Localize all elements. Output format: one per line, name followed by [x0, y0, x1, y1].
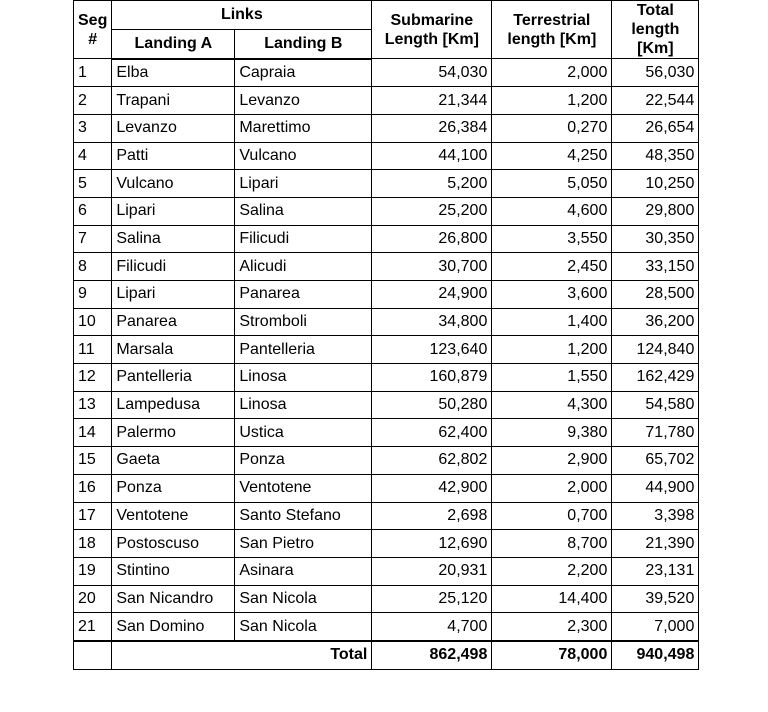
submarine-length-cell: 160,879 — [372, 364, 492, 392]
total-length: 940,498 — [612, 641, 699, 669]
table-row — [74, 225, 699, 253]
total-length-cell: 33,150 — [612, 253, 699, 281]
landing-b-cell: San Nicola — [235, 585, 372, 613]
terrestrial-length-cell: 3,550 — [492, 225, 612, 253]
landing-a-cell: Marsala — [112, 336, 235, 364]
terrestrial-length-cell: 4,300 — [492, 391, 612, 419]
table-row — [74, 114, 699, 142]
total-spacer — [74, 641, 112, 669]
segment-number: 2 — [74, 87, 112, 115]
segment-number: 21 — [74, 613, 112, 641]
total-length-cell: 54,580 — [612, 391, 699, 419]
total-row — [74, 641, 699, 669]
total-length-cell: 44,900 — [612, 474, 699, 502]
total-length-cell: 7,000 — [612, 613, 699, 641]
terrestrial-length-cell: 1,200 — [492, 87, 612, 115]
landing-a-cell: Elba — [112, 59, 235, 87]
header-landing-a: Landing A — [112, 29, 235, 58]
submarine-length-cell: 25,200 — [372, 197, 492, 225]
total-length-cell: 65,702 — [612, 447, 699, 475]
segment-number: 9 — [74, 281, 112, 309]
header-submarine — [372, 1, 492, 59]
terrestrial-length-cell: 5,050 — [492, 170, 612, 198]
landing-a-cell: Vulcano — [112, 170, 235, 198]
total-label: Total — [112, 641, 372, 669]
submarine-length-cell: 62,400 — [372, 419, 492, 447]
table-row — [74, 391, 699, 419]
total-length-cell: 71,780 — [612, 419, 699, 447]
total-length-cell: 28,500 — [612, 281, 699, 309]
landing-b-cell: San Pietro — [235, 530, 372, 558]
landing-b-cell: Ventotene — [235, 474, 372, 502]
total-submarine: 862,498 — [372, 641, 492, 669]
table-row — [74, 557, 699, 585]
table-row — [74, 87, 699, 115]
table-row — [74, 142, 699, 170]
header-terrestrial-label: Terrestrial length [Km] — [507, 11, 597, 48]
submarine-length-cell: 54,030 — [372, 59, 492, 87]
total-length-cell: 39,520 — [612, 585, 699, 613]
submarine-length-cell: 34,800 — [372, 308, 492, 336]
submarine-length-cell: 4,700 — [372, 613, 492, 641]
segment-number: 4 — [74, 142, 112, 170]
landing-b-cell: Asinara — [235, 557, 372, 585]
table-row — [74, 364, 699, 392]
segment-number: 17 — [74, 502, 112, 530]
segment-number: 12 — [74, 364, 112, 392]
header-total — [612, 1, 699, 59]
landing-b-cell: Alicudi — [235, 253, 372, 281]
total-length-cell: 36,200 — [612, 308, 699, 336]
table-row — [74, 613, 699, 641]
total-length-cell: 22,544 — [612, 87, 699, 115]
table-row — [74, 308, 699, 336]
terrestrial-length-cell: 4,600 — [492, 197, 612, 225]
total-length-cell: 162,429 — [612, 364, 699, 392]
landing-b-cell: Filicudi — [235, 225, 372, 253]
terrestrial-length-cell: 9,380 — [492, 419, 612, 447]
terrestrial-length-cell: 2,900 — [492, 447, 612, 475]
segment-number: 10 — [74, 308, 112, 336]
landing-a-cell: Lampedusa — [112, 391, 235, 419]
submarine-length-cell: 21,344 — [372, 87, 492, 115]
submarine-length-cell: 5,200 — [372, 170, 492, 198]
segment-number: 19 — [74, 557, 112, 585]
header-seg-label: Seg # — [78, 11, 108, 48]
segment-number: 1 — [74, 59, 112, 87]
segment-number: 14 — [74, 419, 112, 447]
segment-number: 7 — [74, 225, 112, 253]
submarine-length-cell: 62,802 — [372, 447, 492, 475]
total-length-cell: 29,800 — [612, 197, 699, 225]
submarine-length-cell: 20,931 — [372, 557, 492, 585]
landing-a-cell: Filicudi — [112, 253, 235, 281]
total-length-cell: 21,390 — [612, 530, 699, 558]
landing-b-cell: Pantelleria — [235, 336, 372, 364]
landing-a-cell: Patti — [112, 142, 235, 170]
terrestrial-length-cell: 3,600 — [492, 281, 612, 309]
table-row — [74, 336, 699, 364]
terrestrial-length-cell: 2,300 — [492, 613, 612, 641]
terrestrial-length-cell: 1,200 — [492, 336, 612, 364]
submarine-length-cell: 30,700 — [372, 253, 492, 281]
landing-a-cell: San Domino — [112, 613, 235, 641]
segment-number: 16 — [74, 474, 112, 502]
landing-b-cell: Ustica — [235, 419, 372, 447]
total-length-cell: 3,398 — [612, 502, 699, 530]
segment-number: 11 — [74, 336, 112, 364]
landing-a-cell: Palermo — [112, 419, 235, 447]
submarine-length-cell: 44,100 — [372, 142, 492, 170]
terrestrial-length-cell: 2,000 — [492, 59, 612, 87]
terrestrial-length-cell: 4,250 — [492, 142, 612, 170]
total-length-cell: 30,350 — [612, 225, 699, 253]
terrestrial-length-cell: 0,270 — [492, 114, 612, 142]
links-table — [73, 0, 699, 670]
landing-b-cell: Panarea — [235, 281, 372, 309]
segment-number: 18 — [74, 530, 112, 558]
header-total-label: Total length [Km] — [631, 2, 680, 57]
submarine-length-cell: 12,690 — [372, 530, 492, 558]
terrestrial-length-cell: 14,400 — [492, 585, 612, 613]
table-row — [74, 197, 699, 225]
terrestrial-length-cell: 0,700 — [492, 502, 612, 530]
terrestrial-length-cell: 8,700 — [492, 530, 612, 558]
segment-number: 5 — [74, 170, 112, 198]
segment-number: 15 — [74, 447, 112, 475]
submarine-length-cell: 25,120 — [372, 585, 492, 613]
landing-b-cell: Lipari — [235, 170, 372, 198]
table-row — [74, 281, 699, 309]
landing-b-cell: San Nicola — [235, 613, 372, 641]
terrestrial-length-cell: 2,000 — [492, 474, 612, 502]
header-landing-b: Landing B — [235, 29, 372, 58]
submarine-length-cell: 26,384 — [372, 114, 492, 142]
landing-b-cell: Marettimo — [235, 114, 372, 142]
total-terrestrial: 78,000 — [492, 641, 612, 669]
landing-b-cell: Stromboli — [235, 308, 372, 336]
terrestrial-length-cell: 2,200 — [492, 557, 612, 585]
header-seg — [74, 1, 112, 59]
table-row — [74, 447, 699, 475]
landing-b-cell: Capraia — [235, 59, 372, 87]
landing-b-cell: Ponza — [235, 447, 372, 475]
landing-a-cell: Lipari — [112, 281, 235, 309]
landing-a-cell: Ponza — [112, 474, 235, 502]
submarine-length-cell: 26,800 — [372, 225, 492, 253]
landing-a-cell: Postoscuso — [112, 530, 235, 558]
table-row — [74, 59, 699, 87]
segment-number: 3 — [74, 114, 112, 142]
submarine-length-cell: 123,640 — [372, 336, 492, 364]
total-length-cell: 23,131 — [612, 557, 699, 585]
submarine-length-cell: 2,698 — [372, 502, 492, 530]
landing-a-cell: Panarea — [112, 308, 235, 336]
total-length-cell: 124,840 — [612, 336, 699, 364]
table-row — [74, 502, 699, 530]
landing-a-cell: Stintino — [112, 557, 235, 585]
header-terrestrial — [492, 1, 612, 59]
segment-number: 20 — [74, 585, 112, 613]
submarine-length-cell: 24,900 — [372, 281, 492, 309]
submarine-length-cell: 50,280 — [372, 391, 492, 419]
terrestrial-length-cell: 1,550 — [492, 364, 612, 392]
table-row — [74, 419, 699, 447]
landing-a-cell: Lipari — [112, 197, 235, 225]
table-row — [74, 530, 699, 558]
landing-a-cell: Ventotene — [112, 502, 235, 530]
landing-a-cell: Salina — [112, 225, 235, 253]
header-links: Links — [112, 1, 372, 30]
total-length-cell: 56,030 — [612, 59, 699, 87]
landing-b-cell: Linosa — [235, 391, 372, 419]
landing-a-cell: Levanzo — [112, 114, 235, 142]
terrestrial-length-cell: 2,450 — [492, 253, 612, 281]
table-row — [74, 474, 699, 502]
total-length-cell: 48,350 — [612, 142, 699, 170]
landing-a-cell: Pantelleria — [112, 364, 235, 392]
total-length-cell: 26,654 — [612, 114, 699, 142]
terrestrial-length-cell: 1,400 — [492, 308, 612, 336]
landing-a-cell: Gaeta — [112, 447, 235, 475]
table-row — [74, 585, 699, 613]
landing-b-cell: Vulcano — [235, 142, 372, 170]
landing-b-cell: Santo Stefano — [235, 502, 372, 530]
submarine-length-cell: 42,900 — [372, 474, 492, 502]
landing-a-cell: San Nicandro — [112, 585, 235, 613]
segment-number: 8 — [74, 253, 112, 281]
segment-number: 6 — [74, 197, 112, 225]
landing-b-cell: Salina — [235, 197, 372, 225]
landing-a-cell: Trapani — [112, 87, 235, 115]
table-row — [74, 170, 699, 198]
total-length-cell: 10,250 — [612, 170, 699, 198]
segment-number: 13 — [74, 391, 112, 419]
landing-b-cell: Linosa — [235, 364, 372, 392]
table-row — [74, 253, 699, 281]
landing-b-cell: Levanzo — [235, 87, 372, 115]
header-submarine-label: Submarine Length [Km] — [384, 11, 479, 48]
